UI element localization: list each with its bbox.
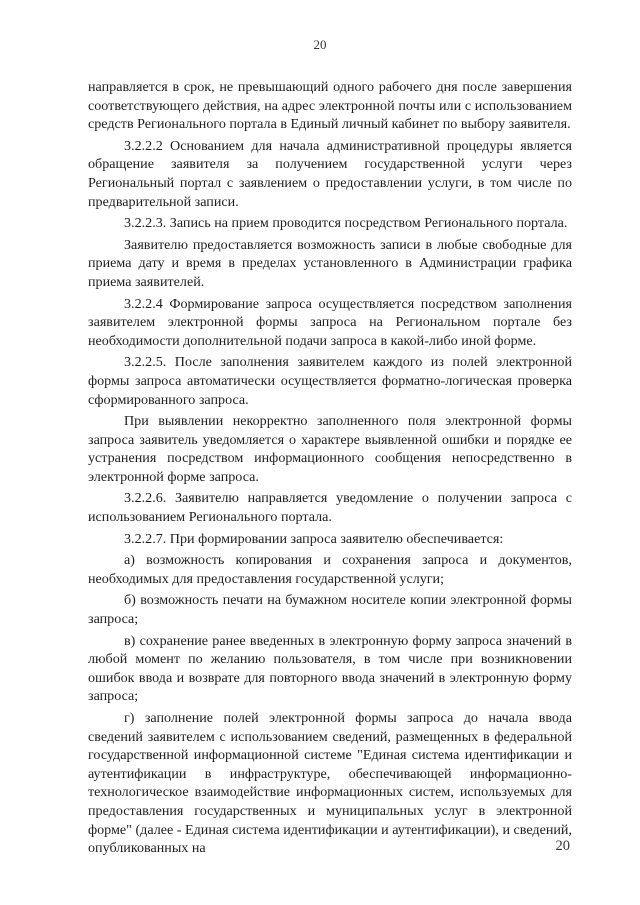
list-item-b: б) возможность печати на бумажном носителе копии электронной формы запроса; bbox=[88, 592, 572, 628]
list-item-v: в) сохранение ранее введенных в электронную форму запроса значений в любой момент по желанию пользователя, в том числе при возникновении ошибок ввода и возврате для повторного ввода значений в электронную форму запроса; bbox=[88, 632, 572, 705]
paragraph-3-2-2-7: 3.2.2.7. При формировании запроса заявителю обеспечивается: bbox=[124, 530, 504, 547]
paragraph-appointment-info: Заявителю предоставляется возможность записи в любые свободные для приема дату и время в пределах установленного в Администрации графика приема заявителей. bbox=[88, 236, 572, 290]
document-body bbox=[88, 78, 572, 861]
paragraph-3-2-2-5: 3.2.2.5. После заполнения заявителем каждого из полей электронной формы запроса автоматически осуществляется форматно-логическая проверка сформированного запроса. bbox=[88, 354, 572, 408]
list-item-a: а) возможность копирования и сохранения запроса и документов, необходимых для предоставления государственной услуги; bbox=[88, 552, 572, 587]
paragraph-3-2-2-6: 3.2.2.6. Заявителю направляется уведомление о получении запроса с использованием Регионального портала. bbox=[88, 490, 572, 526]
paragraph-3-2-2-3: 3.2.2.3. Запись на прием проводится посредством Регионального портала. bbox=[124, 215, 568, 232]
paragraph-error-handling: При выявлении некорректно заполненного поля электронной формы запроса заявитель уведомляется о характере выявленной ошибки и порядке ее устранения посредством информационного сообщения непосредственно в электронной форме запроса. bbox=[88, 413, 572, 485]
paragraph-continuation: направляется в срок, не превышающий одного рабочего дня после завершения соответствующего действия, на адрес электронной почты или с использованием средств Регионального портала в Единый личный кабинет по выбору заявителя. bbox=[88, 79, 572, 133]
list-item-g: г) заполнение полей электронной формы запроса до начала ввода сведений заявителем с использованием сведений, размещенных в федеральной государственной информационной системе "Единая система идентификации и аутентификации в инфраструктуре, обеспечивающей информационно-технологическое взаимодействие информационных систем, используемых для предоставления государственных и муниципальных услуг в электронной форме" (далее - Единая система идентификации и аутентификации), и сведений, опубликованных на bbox=[88, 710, 572, 857]
paragraph-3-2-2-2: 3.2.2.2 Основанием для начала административной процедуры является обращение заявителя за получением государственной услуги через Региональный портал с заявлением о предоставлении услуги, в том числе по предварительной записи. bbox=[88, 137, 572, 210]
paragraph-3-2-2-4: 3.2.2.4 Формирование запроса осуществляется посредством заполнения заявителем электронной формы запроса на Региональном портале без необходимости дополнительной подачи запроса в какой-либо иной форме. bbox=[88, 295, 572, 349]
page-number-bottom: 20 bbox=[555, 838, 570, 854]
page-number-top: 20 bbox=[313, 37, 327, 52]
